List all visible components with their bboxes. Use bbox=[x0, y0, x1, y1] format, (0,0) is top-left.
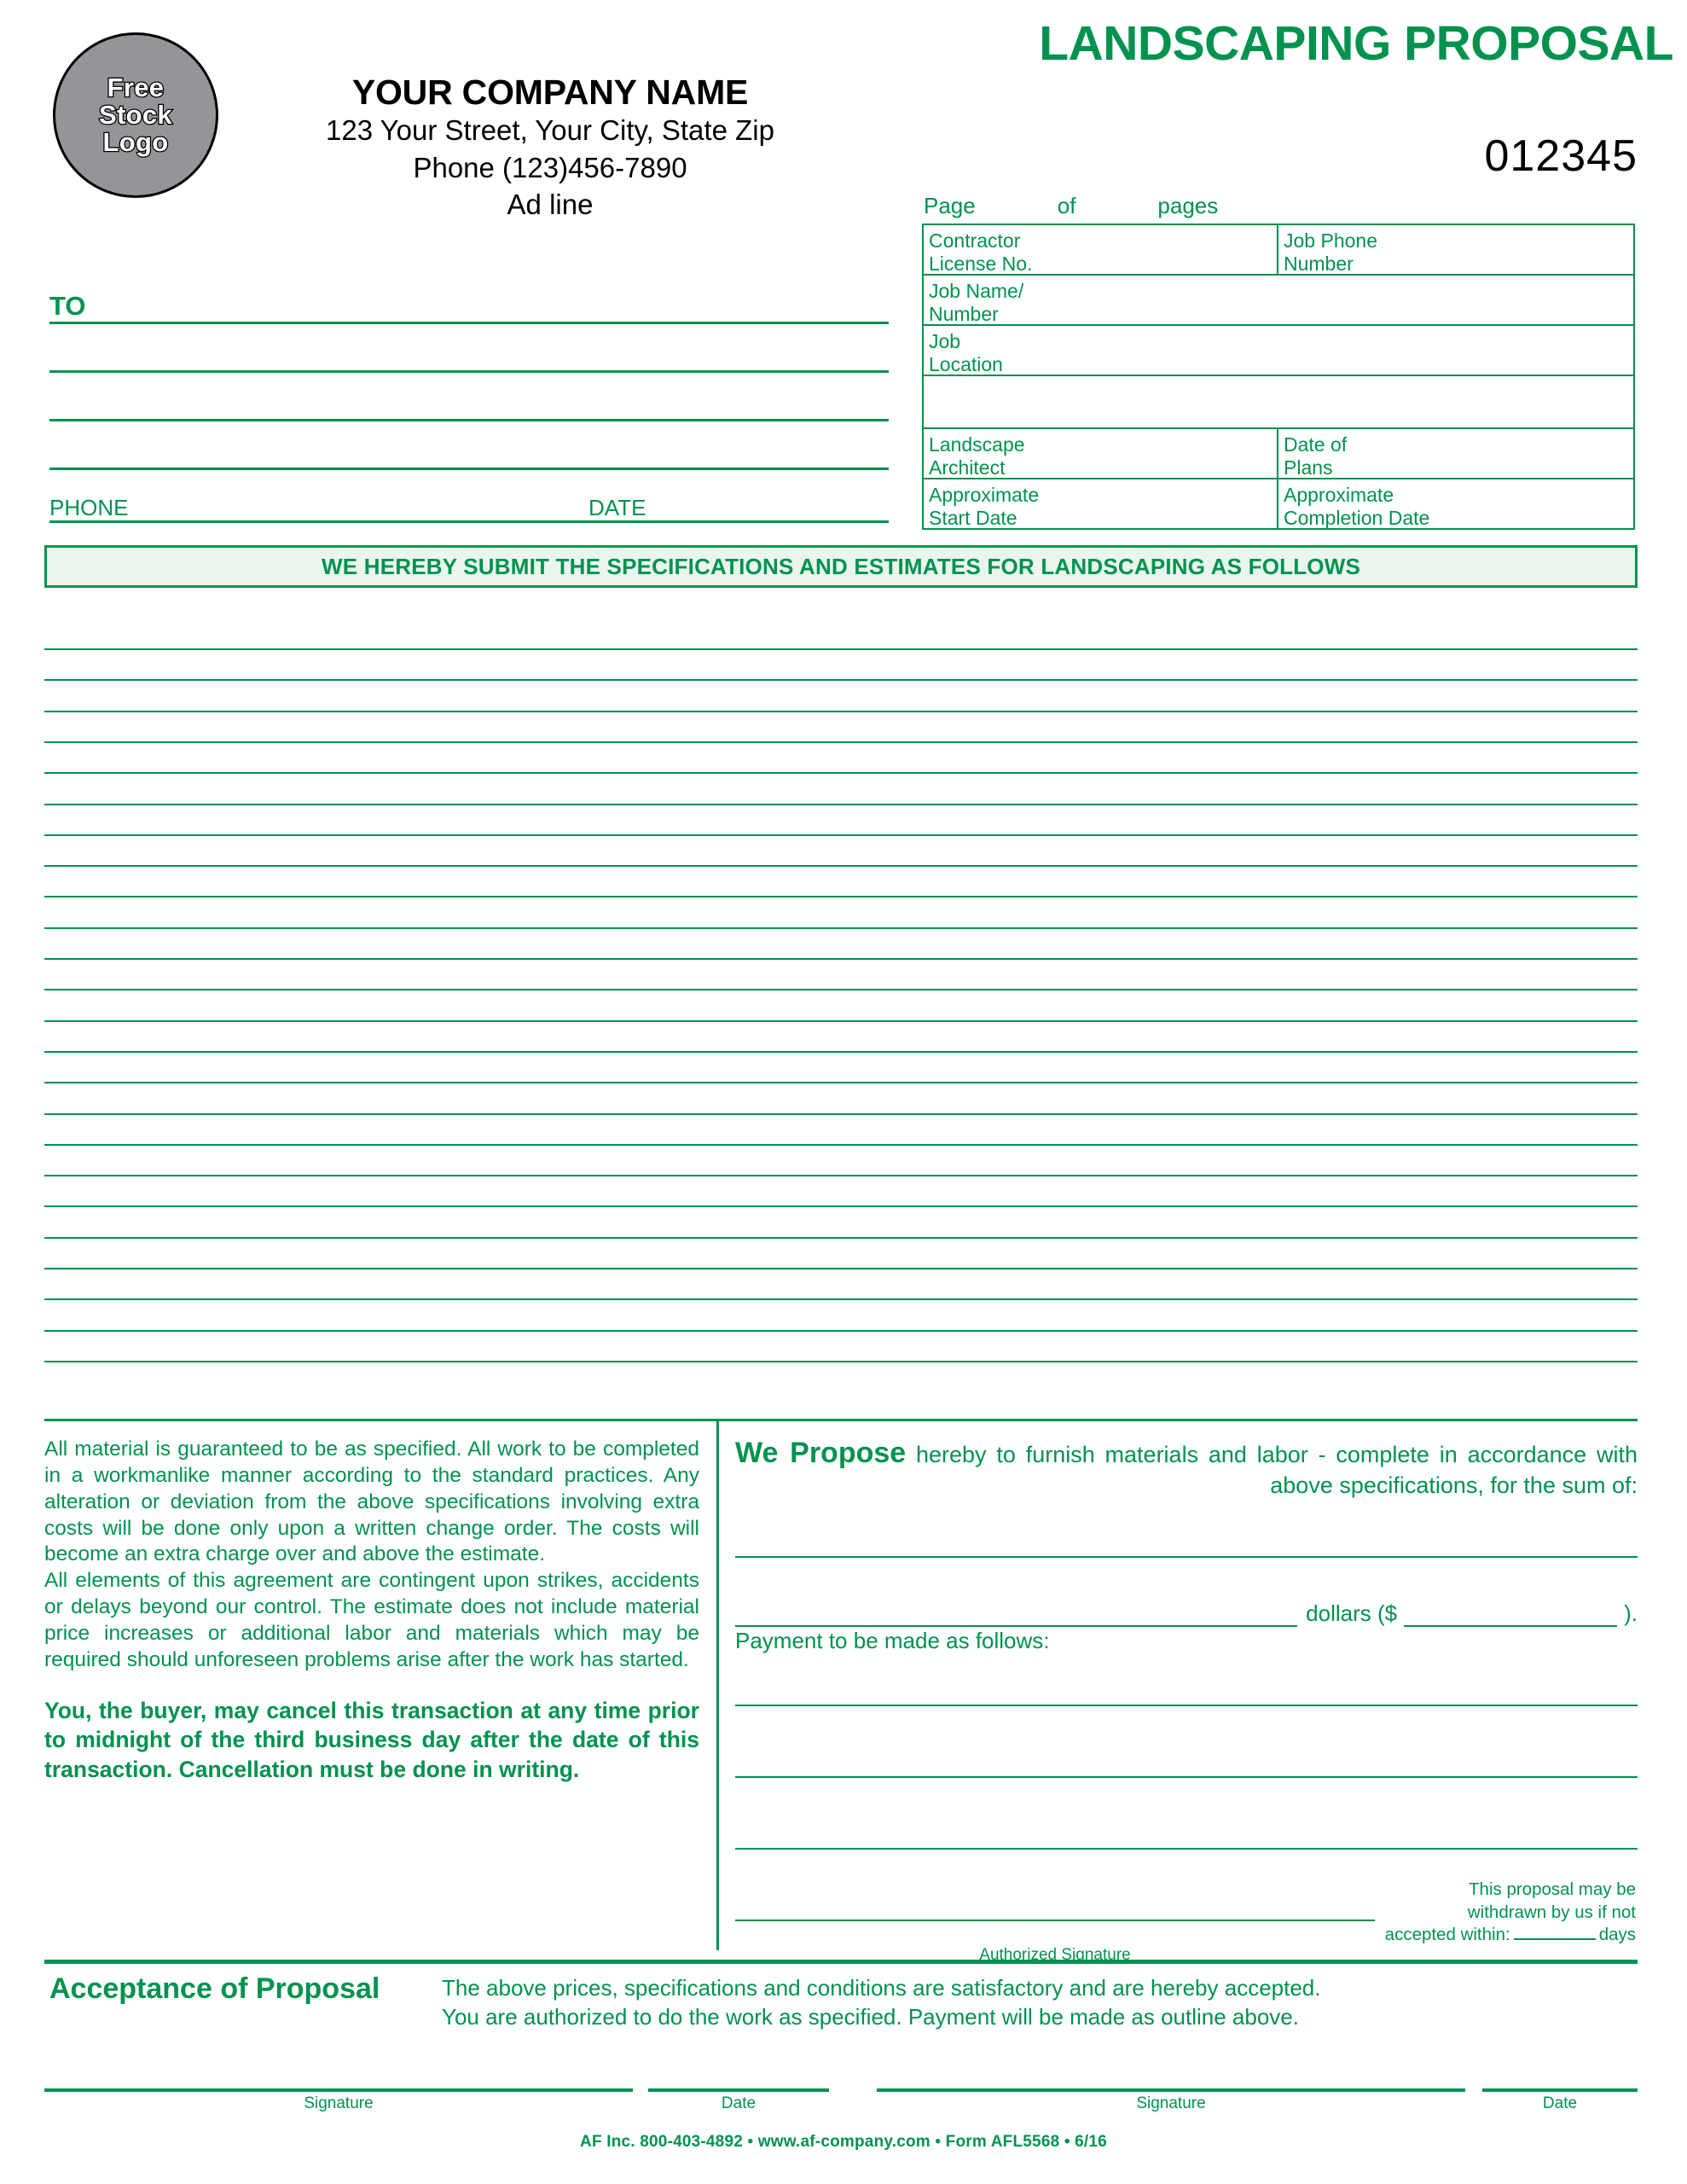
specification-line[interactable] bbox=[44, 1051, 1638, 1053]
acceptance-text-line-2: You are authorized to do the work as specified. Payment will be made as outline above. bbox=[442, 2003, 1299, 2030]
specification-line[interactable] bbox=[44, 804, 1638, 805]
landscape-architect-label-2: Architect bbox=[929, 456, 1006, 479]
specification-line[interactable] bbox=[44, 1082, 1638, 1083]
specification-line[interactable] bbox=[44, 1144, 1638, 1146]
stock-logo bbox=[53, 32, 218, 198]
landscape-architect-label-1: Landscape bbox=[929, 433, 1025, 456]
job-location-continuation-cell[interactable] bbox=[924, 376, 1633, 427]
table-row bbox=[924, 479, 1633, 530]
we-propose-bold-label: We Propose bbox=[735, 1437, 907, 1469]
signature-label-1: Signature bbox=[304, 2094, 374, 2112]
specification-line[interactable] bbox=[44, 927, 1638, 929]
signature-line-2[interactable] bbox=[877, 2088, 1465, 2092]
specification-line[interactable] bbox=[44, 1205, 1638, 1207]
table-row bbox=[924, 429, 1633, 479]
accepted-within-label: accepted within: bbox=[1384, 1925, 1510, 1945]
job-name-cell[interactable] bbox=[924, 276, 1633, 324]
close-paren: ). bbox=[1624, 1600, 1638, 1626]
accepted-within-days-field[interactable] bbox=[1514, 1938, 1596, 1940]
approx-start-date-cell[interactable] bbox=[924, 479, 1278, 528]
specification-line[interactable] bbox=[44, 648, 1638, 650]
days-word: days bbox=[1598, 1925, 1636, 1945]
payment-terms-label: Payment to be made as follows: bbox=[735, 1628, 1050, 1653]
signature-line-1[interactable] bbox=[44, 2088, 633, 2092]
date-line-2[interactable] bbox=[1482, 2088, 1638, 2092]
to-field-line-1[interactable] bbox=[49, 322, 889, 324]
to-label: TO bbox=[49, 291, 86, 321]
signature-label-2: Signature bbox=[1136, 2094, 1206, 2112]
specification-line[interactable] bbox=[44, 989, 1638, 990]
logo-line-3: Logo bbox=[102, 127, 169, 158]
specification-line[interactable] bbox=[44, 1330, 1638, 1332]
we-propose-rest-text: hereby to furnish materials and labor - complete in accordance with above specifications, for the sum of: bbox=[906, 1442, 1638, 1498]
table-row bbox=[924, 225, 1633, 276]
bottom-vertical-divider bbox=[716, 1421, 719, 1950]
approx-start-label-2: Start Date bbox=[929, 506, 1017, 529]
acceptance-text bbox=[442, 1974, 1576, 2032]
job-phone-cell[interactable] bbox=[1278, 225, 1633, 274]
specification-line[interactable] bbox=[44, 1268, 1638, 1269]
date-label-2: Date bbox=[1542, 2094, 1578, 2112]
banner-text: WE HEREBY SUBMIT THE SPECIFICATIONS AND ESTIMATES FOR LANDSCAPING AS FOLLOWS bbox=[322, 553, 1360, 579]
acceptance-divider bbox=[44, 1960, 1638, 1964]
sum-numeric-field[interactable] bbox=[1404, 1605, 1617, 1627]
approx-completion-date-cell[interactable] bbox=[1278, 479, 1633, 528]
to-field-line-3[interactable] bbox=[49, 419, 889, 421]
specification-line[interactable] bbox=[44, 741, 1638, 743]
we-propose-block bbox=[735, 1435, 1638, 1500]
withdrawal-note-line-2: withdrawn by us if not bbox=[1467, 1902, 1636, 1922]
withdrawal-note-line-1: This proposal may be bbox=[1469, 1879, 1636, 1899]
payment-field-line-2[interactable] bbox=[735, 1776, 1638, 1778]
sum-field-line-1[interactable] bbox=[735, 1556, 1638, 1558]
to-field-line-4[interactable] bbox=[49, 468, 889, 470]
company-name: YOUR COMPANY NAME bbox=[351, 73, 749, 112]
withdrawal-note-line-3 bbox=[1354, 1924, 1636, 1947]
contractor-license-label-2: License No. bbox=[929, 252, 1033, 275]
logo-line-2: Stock bbox=[99, 99, 172, 130]
phone-label: PHONE bbox=[49, 495, 129, 520]
company-info-block bbox=[247, 73, 853, 222]
terms-paragraph-2: All elements of this agreement are contingent upon strikes, accidents or delays beyond our control. The estimate does not include material price increases or additional labor and materials which may be required should unforeseen problems arise after the work has started. bbox=[44, 1569, 699, 1671]
dollars-amount-row bbox=[735, 1600, 1638, 1627]
dollars-word: dollars ($ bbox=[1306, 1600, 1398, 1626]
date-label: DATE bbox=[588, 495, 646, 520]
landscape-architect-cell[interactable] bbox=[924, 429, 1278, 478]
cancellation-notice: You, the buyer, may cancel this transaction at any time prior to midnight of the third business day after the date of this transaction. Cancellation must be done in writing. bbox=[44, 1697, 699, 1782]
table-row bbox=[924, 326, 1633, 376]
acceptance-title: Acceptance of Proposal bbox=[49, 1972, 380, 2005]
phone-date-field-line[interactable] bbox=[49, 520, 889, 523]
specification-line[interactable] bbox=[44, 1175, 1638, 1176]
table-row bbox=[924, 276, 1633, 326]
date-of-plans-cell[interactable] bbox=[1278, 429, 1633, 478]
specification-line[interactable] bbox=[44, 711, 1638, 712]
job-name-label-2: Number bbox=[929, 302, 999, 325]
job-location-label-1: Job bbox=[929, 330, 961, 352]
specification-line[interactable] bbox=[44, 1020, 1638, 1022]
job-phone-label-2: Number bbox=[1284, 252, 1354, 275]
approx-completion-label-2: Completion Date bbox=[1284, 506, 1430, 529]
date-line-1[interactable] bbox=[648, 2088, 829, 2092]
job-location-cell[interactable] bbox=[924, 326, 1633, 375]
acceptance-text-line-1: The above prices, specifications and conditions are satisfactory and are hereby accepted. bbox=[442, 1975, 1321, 2001]
contractor-license-label-1: Contractor bbox=[929, 229, 1021, 252]
form-footer: AF Inc. 800-403-4892 • www.af-company.com • Form AFL5568 • 6/16 bbox=[580, 2133, 1107, 2151]
authorized-signature-label: Authorized Signature bbox=[979, 1946, 1131, 1964]
page-of-pages bbox=[924, 193, 1218, 219]
page-word: Page bbox=[924, 193, 976, 218]
date-of-plans-label-1: Date of bbox=[1284, 433, 1348, 456]
terms-and-conditions bbox=[44, 1437, 699, 1784]
bottom-section-divider bbox=[44, 1419, 1638, 1421]
of-word: of bbox=[1057, 193, 1076, 218]
job-info-table bbox=[922, 224, 1635, 530]
specification-line[interactable] bbox=[44, 1113, 1638, 1115]
specification-line[interactable] bbox=[44, 1237, 1638, 1239]
logo-line-1: Free bbox=[107, 72, 165, 102]
company-phone: Phone (123)456-7890 bbox=[413, 151, 687, 183]
pages-word: pages bbox=[1157, 193, 1219, 218]
specification-line[interactable] bbox=[44, 1298, 1638, 1300]
sum-words-field[interactable] bbox=[735, 1605, 1297, 1627]
to-field-line-2[interactable] bbox=[49, 370, 889, 373]
submit-specifications-banner bbox=[44, 545, 1638, 588]
we-propose-heading bbox=[735, 1435, 1638, 1500]
approx-completion-label-1: Approximate bbox=[1284, 484, 1394, 506]
job-name-label-1: Job Name/ bbox=[929, 280, 1024, 302]
company-address: 123 Your Street, Your City, State Zip bbox=[326, 114, 774, 147]
form-number: 012345 bbox=[1484, 131, 1638, 181]
approx-start-label-1: Approximate bbox=[929, 484, 1040, 506]
specification-line[interactable] bbox=[44, 834, 1638, 836]
specification-line[interactable] bbox=[44, 958, 1638, 960]
date-of-plans-label-2: Plans bbox=[1284, 456, 1333, 479]
table-row bbox=[924, 376, 1633, 429]
date-label-1: Date bbox=[721, 2094, 757, 2112]
terms-paragraph-1: All material is guaranteed to be as specified. All work to be completed in a workmanlike manner according to the standard practices. Any alteration or deviation from the above specifications involving extra costs will be done only upon a written change order. The costs will become an extra charge over and above the estimate. bbox=[44, 1438, 699, 1566]
payment-field-line-4[interactable] bbox=[735, 1920, 1375, 1921]
specification-line[interactable] bbox=[44, 772, 1638, 774]
job-phone-label-1: Job Phone bbox=[1284, 229, 1377, 252]
payment-field-line-3[interactable] bbox=[735, 1848, 1638, 1850]
specification-line[interactable] bbox=[44, 896, 1638, 897]
payment-field-line-1[interactable] bbox=[735, 1705, 1638, 1706]
specification-line[interactable] bbox=[44, 679, 1638, 681]
page-title: LANDSCAPING PROPOSAL bbox=[1039, 16, 1673, 71]
specification-line[interactable] bbox=[44, 865, 1638, 867]
specification-line[interactable] bbox=[44, 1361, 1638, 1362]
contractor-license-cell[interactable] bbox=[924, 225, 1278, 274]
job-location-label-2: Location bbox=[929, 352, 1003, 375]
company-adline: Ad line bbox=[507, 188, 594, 220]
withdrawal-note bbox=[1354, 1879, 1636, 1947]
